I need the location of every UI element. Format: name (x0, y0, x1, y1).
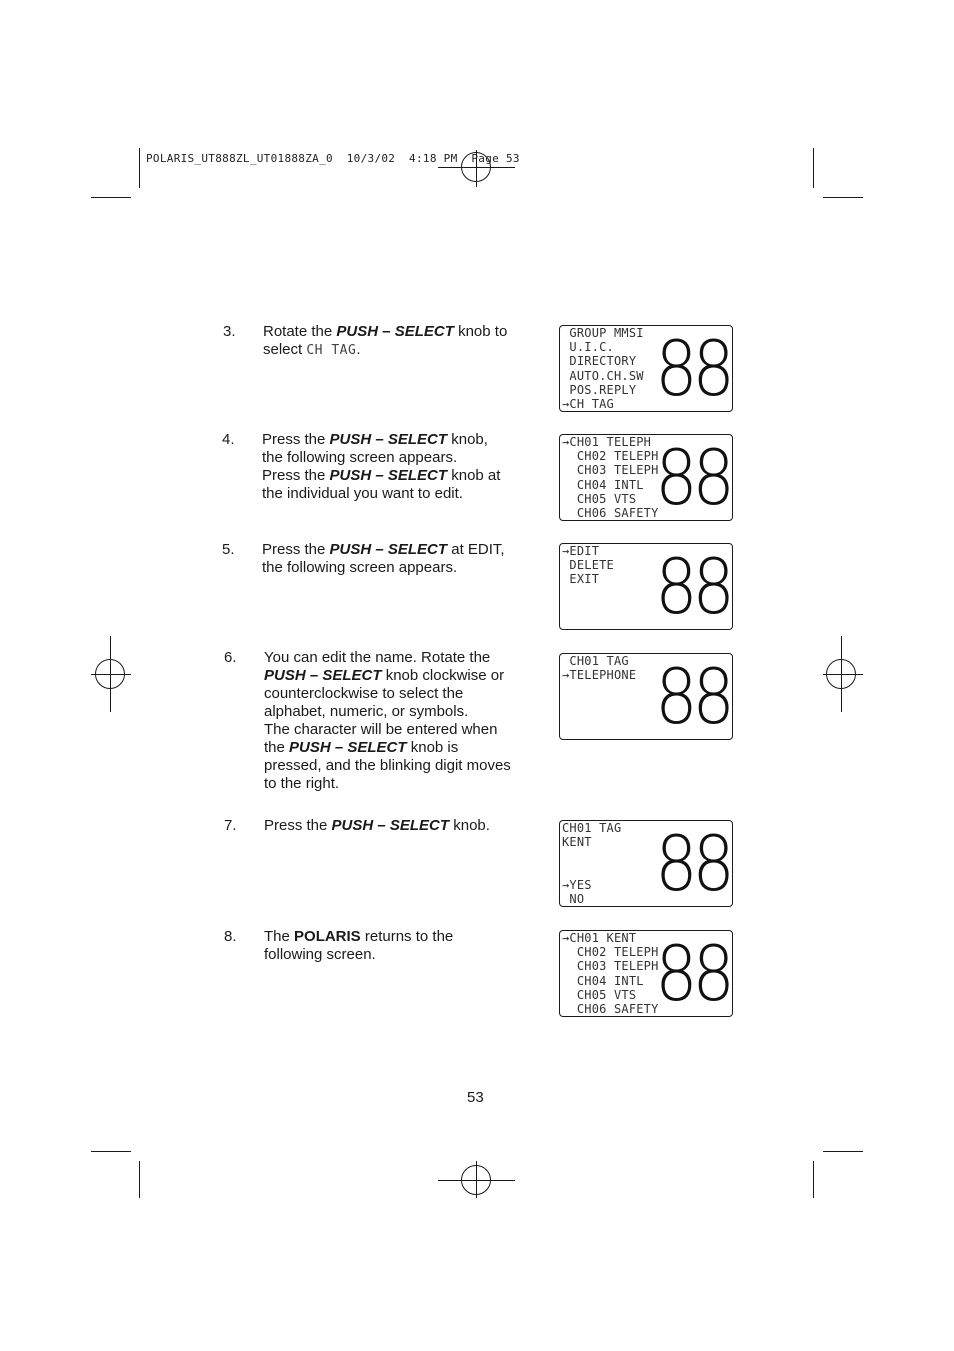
lcd-row: →CH TAG (562, 397, 614, 412)
text-run: knob at (447, 467, 501, 484)
text-run: the following screen appears. (262, 449, 458, 466)
text-run: returns to the (360, 928, 454, 945)
lcd-row: →YES (562, 877, 592, 892)
lcd-row: CH02 TELEPH (562, 449, 659, 464)
step-text-line (262, 467, 500, 485)
channel-display: 88 (655, 820, 730, 907)
text-run: The (264, 928, 295, 945)
step-text-line (264, 817, 490, 835)
text-run: at EDIT, (447, 541, 505, 558)
crop-mark (139, 1161, 140, 1198)
emphasis-text: PUSH – SELECT (336, 323, 454, 340)
lcd-row: U.I.C. (562, 340, 614, 355)
step-text-line (262, 485, 500, 503)
step-text-line (262, 559, 505, 577)
text-run: the (264, 739, 290, 756)
lcd-row: KENT (562, 835, 592, 850)
crop-mark (139, 148, 140, 188)
text-run: Press the (262, 431, 330, 448)
lcd-inline-text: CH TAG (306, 343, 357, 358)
text-run: You can edit the name. Rotate the (264, 649, 491, 666)
text-run: . (356, 341, 361, 358)
step-text-line (264, 775, 511, 793)
channel-display: 88 (655, 653, 730, 740)
step-number: 3. (223, 323, 236, 340)
printer-slug: POLARIS_UT888ZL_UT01888ZA_0 10/3/02 4:18 PM Page 53 (146, 152, 520, 165)
step-number: 5. (222, 541, 235, 558)
lcd-rows (562, 326, 644, 411)
lcd-rows (562, 931, 659, 1016)
emphasis-text: PUSH – SELECT (264, 667, 382, 684)
crop-mark (91, 197, 131, 198)
step-text-line (262, 449, 500, 467)
lcd-row: CH06 SAFETY (562, 1002, 659, 1017)
step-text-line (264, 739, 511, 757)
emphasis-text: PUSH – SELECT (329, 541, 448, 558)
step-number: 4. (222, 431, 235, 448)
text-run: following screen. (264, 946, 376, 963)
lcd-row: DELETE (562, 558, 614, 573)
lcd-row: CH01 TAG (562, 821, 622, 835)
text-run: alphabet, numeric, or symbols. (264, 703, 469, 720)
step-text-line (264, 649, 511, 667)
emphasis-text: POLARIS (294, 928, 361, 945)
text-run: pressed, and the blinking digit moves (264, 757, 511, 774)
lcd-row: CH04 INTL (562, 973, 644, 988)
text-run: knob, (447, 431, 488, 448)
step-text-line (263, 323, 507, 341)
lcd-screen-channel-list (559, 434, 733, 521)
step-text-line (264, 721, 511, 739)
text-run: knob clockwise or (381, 667, 505, 684)
emphasis-text: PUSH – SELECT (289, 739, 407, 756)
emphasis-text: PUSH – SELECT (329, 467, 448, 484)
lcd-row: →CH01 TELEPH (562, 435, 652, 449)
step-text-line (262, 541, 505, 559)
lcd-row: CH05 VTS (562, 987, 637, 1002)
lcd-row: CH06 SAFETY (562, 506, 659, 521)
lcd-screen-edit-menu (559, 543, 733, 630)
lcd-row: GROUP MMSI (562, 326, 644, 340)
lcd-row: DIRECTORY (562, 354, 637, 369)
lcd-row: AUTO.CH.SW (562, 368, 644, 383)
lcd-row: CH05 VTS (562, 491, 637, 506)
lcd-rows (562, 821, 621, 906)
emphasis-text: PUSH – SELECT (329, 431, 448, 448)
page-number: 53 (467, 1089, 484, 1106)
lcd-row: NO (562, 892, 585, 907)
lcd-rows (562, 435, 659, 520)
channel-display: 88 (655, 930, 730, 1017)
lcd-screen-menu (559, 325, 733, 412)
step-number: 7. (224, 817, 237, 834)
text-run: knob to (453, 323, 508, 340)
lcd-row: POS.REPLY (562, 382, 637, 397)
lcd-row: CH02 TELEPH (562, 945, 659, 960)
crop-mark (813, 148, 814, 188)
text-run: counterclockwise to select the (264, 685, 464, 702)
lcd-screen-result (559, 930, 733, 1017)
lcd-row: →TELEPHONE (562, 668, 637, 683)
lcd-screen-confirm (559, 820, 733, 907)
step-text-line (264, 757, 511, 775)
lcd-row: CH01 TAG (562, 654, 629, 668)
crop-mark (823, 197, 863, 198)
lcd-row: →EDIT (562, 544, 600, 558)
lcd-row (562, 849, 621, 863)
step-text-line (262, 431, 500, 449)
channel-display: 88 (655, 434, 730, 521)
step-text-line (264, 928, 453, 946)
text-run: Press the (262, 541, 330, 558)
step-text-line (263, 341, 507, 360)
text-run: knob. (449, 817, 490, 834)
crop-mark (823, 1151, 863, 1152)
step-text-line (264, 946, 453, 964)
lcd-row (562, 864, 621, 878)
lcd-row: CH03 TELEPH (562, 959, 659, 974)
text-run: the following screen appears. (262, 559, 458, 576)
lcd-row: EXIT (562, 572, 600, 587)
text-run: to the right. (264, 775, 340, 792)
lcd-screen-tag-edit (559, 653, 733, 740)
lcd-row: CH04 INTL (562, 477, 644, 492)
step-number: 6. (224, 649, 237, 666)
lcd-rows (562, 544, 614, 587)
lcd-row: CH03 TELEPH (562, 463, 659, 478)
crop-mark (813, 1161, 814, 1198)
text-run: knob is (406, 739, 459, 756)
text-run: The character will be entered when (264, 721, 498, 738)
text-run: Press the (262, 467, 330, 484)
crop-mark (91, 1151, 131, 1152)
text-run: the individual you want to edit. (262, 485, 463, 502)
step-text-line (264, 685, 511, 703)
text-run: Rotate the (263, 323, 337, 340)
step-text-line (264, 667, 511, 685)
lcd-rows (562, 654, 636, 682)
lcd-row: →CH01 KENT (562, 931, 637, 945)
channel-display: 88 (655, 543, 730, 630)
step-number: 8. (224, 928, 237, 945)
channel-display: 88 (655, 325, 730, 412)
emphasis-text: PUSH – SELECT (331, 817, 450, 834)
step-text-line (264, 703, 511, 721)
text-run: Press the (264, 817, 332, 834)
text-run: select (263, 341, 307, 358)
